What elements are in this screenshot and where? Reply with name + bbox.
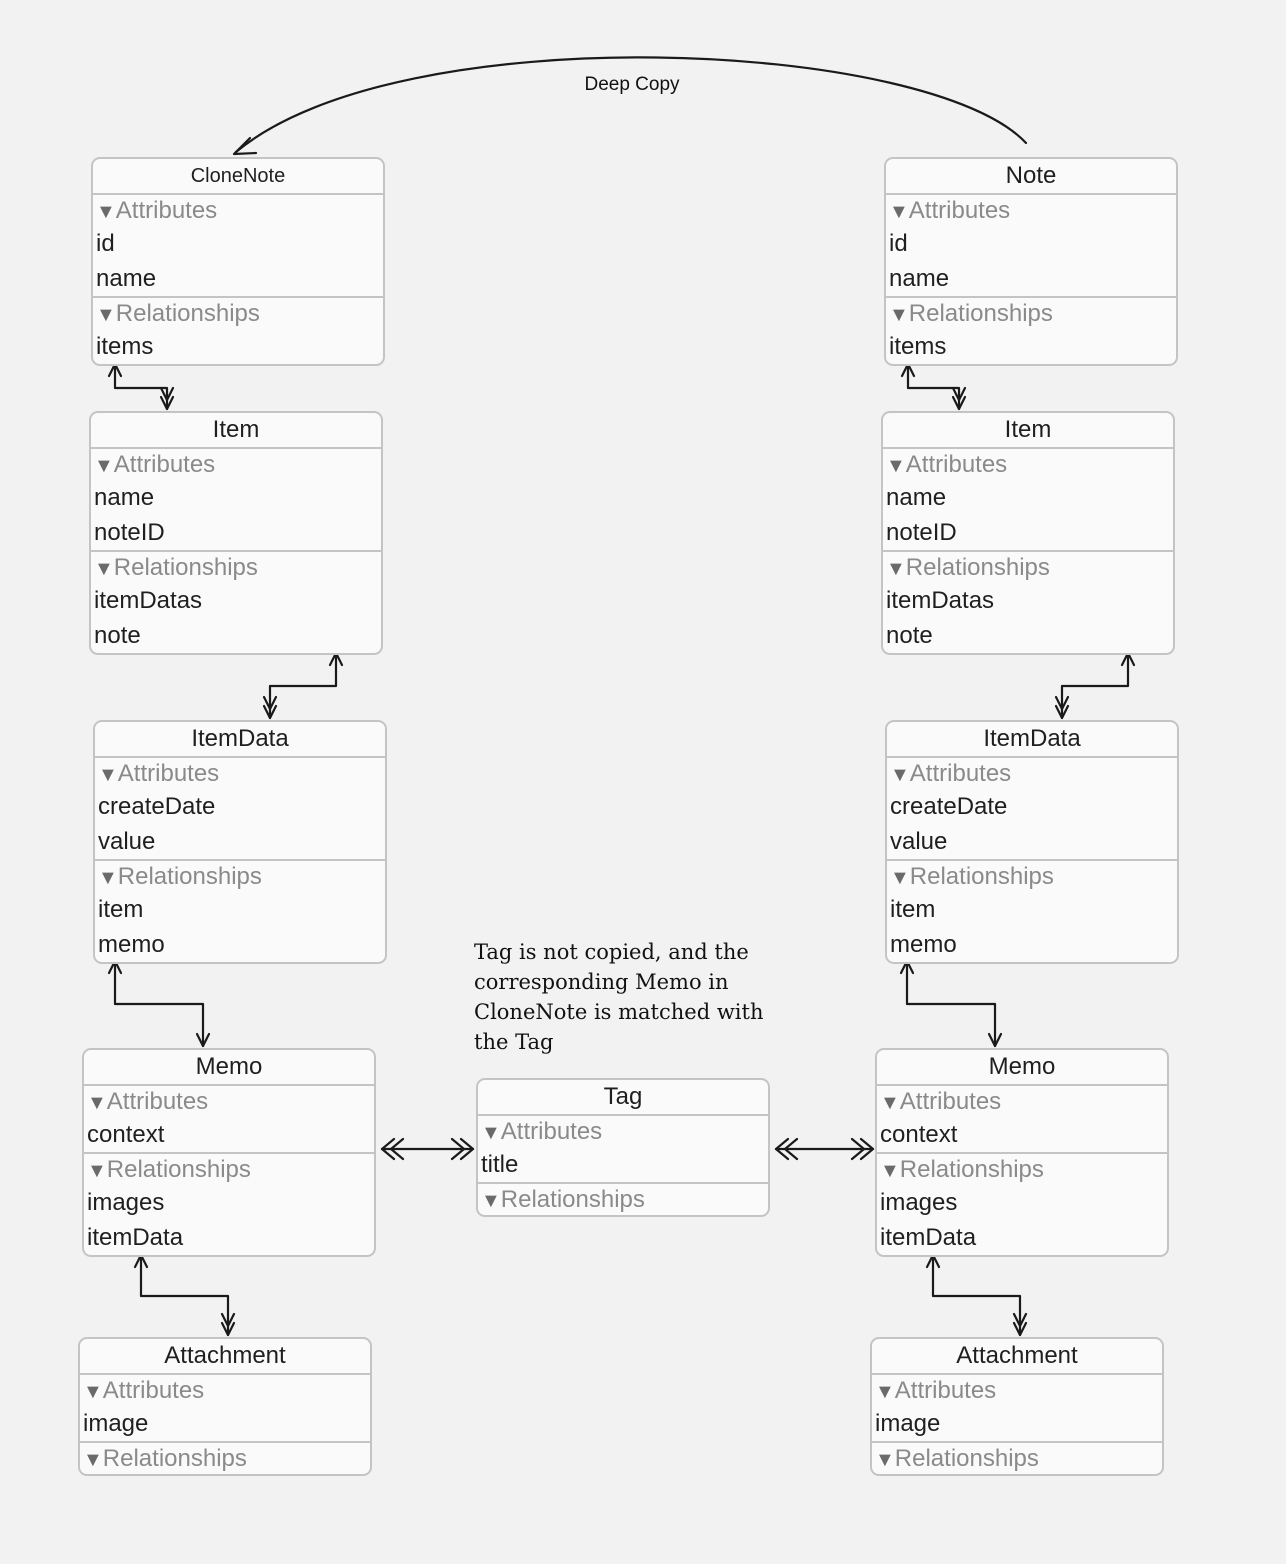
relationships-section-header[interactable]: [93, 298, 383, 329]
relationship-row[interactable]: memo: [98, 931, 165, 958]
disclosure-triangle-icon[interactable]: ▼: [889, 304, 909, 326]
attributes-section: [887, 758, 1177, 859]
entity-tag[interactable]: [476, 1078, 770, 1217]
disclosure-triangle-icon[interactable]: ▼: [87, 1092, 107, 1114]
attributes-section-header[interactable]: [80, 1375, 370, 1406]
clone-memo-tag-connector: [382, 1139, 473, 1159]
relationship-row[interactable]: item: [98, 896, 144, 923]
attributes-section: [886, 195, 1176, 296]
disclosure-triangle-icon[interactable]: ▼: [481, 1190, 501, 1212]
attributes-section-header[interactable]: [883, 449, 1173, 480]
relationships-section: [95, 859, 385, 962]
relationships-section-header[interactable]: [478, 1184, 768, 1215]
attributes-section-header[interactable]: [886, 195, 1176, 226]
clone-memo-attachment-connector: [135, 1255, 234, 1335]
attributes-section: [84, 1086, 374, 1152]
relationship-row[interactable]: note: [94, 622, 141, 649]
attribute-row[interactable]: createDate: [98, 793, 216, 820]
relationships-section: [886, 296, 1176, 364]
relationships-section-header[interactable]: [84, 1154, 374, 1185]
relationships-section: [872, 1441, 1162, 1474]
memo-attachment-connector: [927, 1255, 1026, 1335]
entity-clone-attachment[interactable]: [78, 1337, 372, 1476]
attribute-row[interactable]: image: [875, 1410, 941, 1437]
attributes-section-label: Attributes: [899, 1088, 1002, 1115]
attributes-section: [95, 758, 385, 859]
relationship-row[interactable]: item: [890, 896, 936, 923]
attributes-section-label: Attributes: [106, 1088, 209, 1115]
relationships-section-label: Relationships: [894, 1445, 1039, 1472]
relationships-section: [80, 1441, 370, 1474]
entity-note[interactable]: [884, 157, 1178, 366]
attribute-row[interactable]: value: [98, 828, 156, 855]
relationships-section-label: Relationships: [106, 1156, 251, 1183]
attribute-row[interactable]: name: [94, 484, 155, 511]
relationships-section-header[interactable]: [95, 861, 385, 892]
attribute-row[interactable]: id: [889, 230, 908, 257]
disclosure-triangle-icon[interactable]: ▼: [98, 867, 118, 889]
attribute-row[interactable]: createDate: [890, 793, 1008, 820]
attribute-row[interactable]: context: [87, 1121, 165, 1148]
attributes-section: [93, 195, 383, 296]
relationships-section: [91, 550, 381, 653]
entity-clone-itemdata[interactable]: [93, 720, 387, 964]
relationships-section-header[interactable]: [91, 552, 381, 583]
relationships-section-label: Relationships: [899, 1156, 1044, 1183]
deep-copy-label: Deep Copy: [584, 74, 680, 95]
clone-item-itemdata-connector: [264, 653, 342, 718]
attribute-row[interactable]: value: [890, 828, 948, 855]
relationship-row[interactable]: itemDatas: [94, 587, 203, 614]
entity-clone-item[interactable]: [89, 411, 383, 655]
disclosure-triangle-icon[interactable]: ▼: [886, 558, 906, 580]
relationships-section-label: Relationships: [905, 554, 1050, 581]
tag-annotation: Tag is not copied, and the corresponding Memo in CloneNote is matched with the Tag: [474, 940, 764, 1054]
entity-itemdata[interactable]: [885, 720, 1179, 964]
entity-title: Attachment: [80, 1339, 370, 1375]
relationship-row[interactable]: note: [886, 622, 933, 649]
disclosure-triangle-icon[interactable]: ▼: [889, 201, 909, 223]
attributes-section-header[interactable]: [872, 1375, 1162, 1406]
attribute-row[interactable]: name: [96, 265, 157, 292]
relationships-section-header[interactable]: [80, 1443, 370, 1474]
disclosure-triangle-icon[interactable]: ▼: [96, 304, 116, 326]
attributes-section-header[interactable]: [93, 195, 383, 226]
attribute-row[interactable]: name: [889, 265, 950, 292]
attributes-section: [80, 1375, 370, 1441]
clone-itemdata-memo-connector: [109, 961, 209, 1046]
attributes-section-header[interactable]: [877, 1086, 1167, 1117]
attributes-section-label: Attributes: [894, 1377, 997, 1404]
entity-title: ItemData: [887, 722, 1177, 758]
entity-title: Tag: [478, 1080, 768, 1116]
disclosure-triangle-icon[interactable]: ▼: [94, 455, 114, 477]
relationship-row[interactable]: itemData: [87, 1224, 184, 1251]
relationships-section-header[interactable]: [886, 298, 1176, 329]
relationships-section-header[interactable]: [887, 861, 1177, 892]
relationships-section-label: Relationships: [102, 1445, 247, 1472]
entity-title: Note: [886, 159, 1176, 195]
relationship-row[interactable]: memo: [890, 931, 957, 958]
relationships-section-header[interactable]: [883, 552, 1173, 583]
relationships-section-label: Relationships: [113, 554, 258, 581]
relationship-row[interactable]: images: [880, 1189, 958, 1216]
attributes-section-label: Attributes: [908, 197, 1011, 224]
entity-title: Attachment: [872, 1339, 1162, 1375]
attributes-section-header[interactable]: [478, 1116, 768, 1147]
attributes-section-label: Attributes: [909, 760, 1012, 787]
relationships-section: [84, 1152, 374, 1255]
attributes-section: [877, 1086, 1167, 1152]
entity-memo[interactable]: [875, 1048, 1169, 1257]
relationships-section-header[interactable]: [877, 1154, 1167, 1185]
attribute-row[interactable]: noteID: [94, 519, 165, 546]
attribute-row[interactable]: image: [83, 1410, 149, 1437]
relationships-section-header[interactable]: [872, 1443, 1162, 1474]
attributes-section-label: Attributes: [115, 197, 218, 224]
attributes-section-header[interactable]: [84, 1086, 374, 1117]
entity-item[interactable]: [881, 411, 1175, 655]
attributes-section: [883, 449, 1173, 550]
relationships-section-label: Relationships: [908, 300, 1053, 327]
relationship-row[interactable]: itemData: [880, 1224, 977, 1251]
attributes-section: [478, 1116, 768, 1182]
disclosure-triangle-icon[interactable]: ▼: [890, 867, 910, 889]
attributes-section: [872, 1375, 1162, 1441]
attributes-section-label: Attributes: [117, 760, 220, 787]
disclosure-triangle-icon[interactable]: ▼: [875, 1449, 895, 1471]
attribute-row[interactable]: id: [96, 230, 115, 257]
attributes-section-header[interactable]: [95, 758, 385, 789]
disclosure-triangle-icon[interactable]: ▼: [96, 201, 116, 223]
relationships-section-label: Relationships: [909, 863, 1054, 890]
relationships-section: [877, 1152, 1167, 1255]
disclosure-triangle-icon[interactable]: ▼: [890, 764, 910, 786]
relationships-section: [887, 859, 1177, 962]
attributes-section-label: Attributes: [500, 1118, 603, 1145]
relationship-row[interactable]: itemDatas: [886, 587, 995, 614]
entity-title: Memo: [877, 1050, 1167, 1086]
disclosure-triangle-icon[interactable]: ▼: [880, 1160, 900, 1182]
attributes-section-label: Attributes: [102, 1377, 205, 1404]
attribute-row[interactable]: noteID: [886, 519, 957, 546]
item-itemdata-connector: [1056, 653, 1134, 718]
disclosure-triangle-icon[interactable]: ▼: [83, 1449, 103, 1471]
entity-clone-memo[interactable]: [82, 1048, 376, 1257]
disclosure-triangle-icon[interactable]: ▼: [87, 1160, 107, 1182]
attributes-section-header[interactable]: [887, 758, 1177, 789]
relationship-row[interactable]: items: [96, 333, 154, 360]
relationships-section: [478, 1182, 768, 1215]
attribute-row[interactable]: name: [886, 484, 947, 511]
attributes-section-label: Attributes: [113, 451, 216, 478]
relationships-section-label: Relationships: [115, 300, 260, 327]
entity-clonenote[interactable]: [91, 157, 385, 366]
relationships-section-label: Relationships: [117, 863, 262, 890]
clonenote-item-connector: [109, 364, 173, 409]
attribute-row[interactable]: title: [481, 1151, 519, 1178]
relationship-row[interactable]: items: [889, 333, 947, 360]
entity-title: Item: [883, 413, 1173, 449]
deep-copy-arrow: [234, 57, 1026, 154]
disclosure-triangle-icon[interactable]: ▼: [98, 764, 118, 786]
disclosure-triangle-icon[interactable]: ▼: [83, 1381, 103, 1403]
relationships-section: [883, 550, 1173, 653]
attribute-row[interactable]: context: [880, 1121, 958, 1148]
note-item-connector: [902, 364, 965, 409]
entity-title: CloneNote: [93, 159, 383, 195]
relationships-section-label: Relationships: [500, 1186, 645, 1213]
entity-attachment[interactable]: [870, 1337, 1164, 1476]
attributes-section: [91, 449, 381, 550]
disclosure-triangle-icon[interactable]: ▼: [94, 558, 114, 580]
tag-memo-connector: [776, 1139, 873, 1159]
disclosure-triangle-icon[interactable]: ▼: [481, 1122, 501, 1144]
disclosure-triangle-icon[interactable]: ▼: [875, 1381, 895, 1403]
disclosure-triangle-icon[interactable]: ▼: [880, 1092, 900, 1114]
entity-title: ItemData: [95, 722, 385, 758]
relationships-section: [93, 296, 383, 364]
relationship-row[interactable]: images: [87, 1189, 165, 1216]
entity-title: Item: [91, 413, 381, 449]
attributes-section-header[interactable]: [91, 449, 381, 480]
itemdata-memo-connector: [901, 961, 1001, 1046]
entity-title: Memo: [84, 1050, 374, 1086]
attributes-section-label: Attributes: [905, 451, 1008, 478]
disclosure-triangle-icon[interactable]: ▼: [886, 455, 906, 477]
